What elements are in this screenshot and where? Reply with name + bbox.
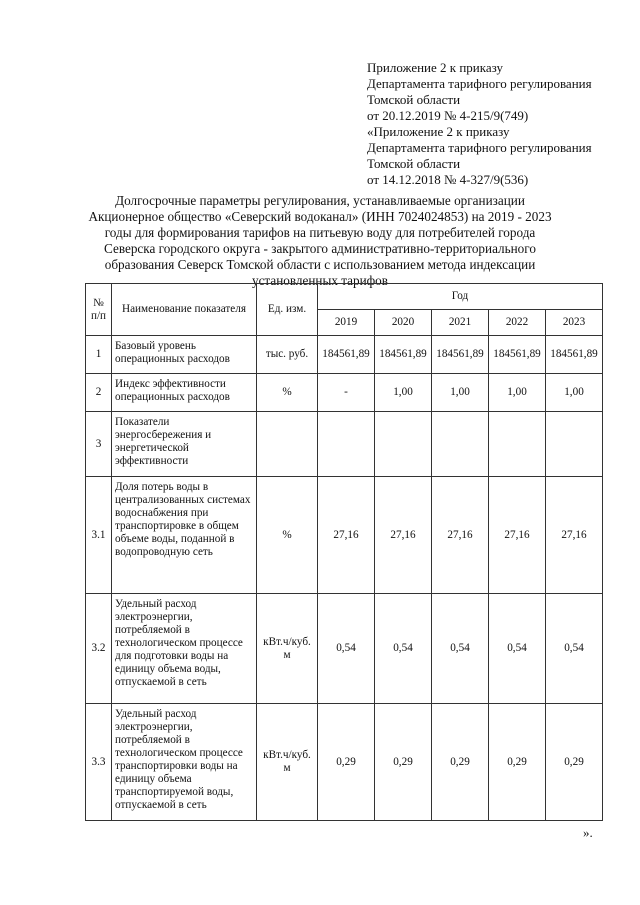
header-line: от 14.12.2018 № 4-327/9(536) — [367, 172, 529, 187]
header-num: № п/п — [86, 284, 112, 336]
row-value: 0,29 — [375, 704, 432, 821]
row-value: 0,29 — [318, 704, 375, 821]
row-unit: кВт.ч/куб. м — [257, 704, 318, 821]
row-value: 27,16 — [318, 477, 375, 594]
row-value — [318, 412, 375, 477]
row-value: 27,16 — [546, 477, 603, 594]
parameters-table — [85, 283, 603, 821]
header-year: 2022 — [489, 310, 546, 336]
header-line: Приложение 2 к приказу — [367, 60, 504, 75]
row-value: 184561,89 — [432, 336, 489, 374]
row-value: - — [318, 374, 375, 412]
table-row — [86, 594, 603, 704]
header-year: 2019 — [318, 310, 375, 336]
row-value: 1,00 — [489, 374, 546, 412]
row-number: 3 — [86, 412, 112, 477]
row-value — [375, 412, 432, 477]
table-row — [86, 477, 603, 594]
header-line: Томской области — [367, 92, 461, 107]
row-value: 0,54 — [432, 594, 489, 704]
table-row — [86, 412, 603, 477]
row-value: 0,54 — [375, 594, 432, 704]
header-line: Департамента тарифного регулирования — [367, 140, 592, 155]
row-value: 0,54 — [318, 594, 375, 704]
row-value: 1,00 — [546, 374, 603, 412]
row-value: 27,16 — [432, 477, 489, 594]
row-name: Индекс эффективности операционных расходов — [112, 374, 257, 412]
header-line: Департамента тарифного регулирования — [367, 76, 592, 91]
closing-quote: ». — [583, 825, 593, 840]
header-line: «Приложение 2 к приказу — [367, 124, 510, 139]
row-number: 3.3 — [86, 704, 112, 821]
row-name: Удельный расход электроэнергии, потребляемой в технологическом процессе для подготовки воды на единицу объема воды, отпускаемой в сеть — [112, 594, 257, 704]
row-number: 1 — [86, 336, 112, 374]
row-value: 1,00 — [375, 374, 432, 412]
row-value — [546, 412, 603, 477]
row-name: Удельный расход электроэнергии, потребляемой в технологическом процессе транспортировки воды на единицу объема транспортируемой воды, отпускаемой в сеть — [112, 704, 257, 821]
table-row — [86, 704, 603, 821]
row-number: 3.2 — [86, 594, 112, 704]
row-value: 27,16 — [489, 477, 546, 594]
row-value — [489, 412, 546, 477]
row-value: 27,16 — [375, 477, 432, 594]
row-value: 0,29 — [432, 704, 489, 821]
table-row — [86, 336, 603, 374]
header-year: 2020 — [375, 310, 432, 336]
row-unit — [257, 412, 318, 477]
row-name: Показатели энергосбережения и энергетической эффективности — [112, 412, 257, 477]
row-value — [432, 412, 489, 477]
row-value: 0,29 — [546, 704, 603, 821]
row-value: 184561,89 — [375, 336, 432, 374]
row-name: Базовый уровень операционных расходов — [112, 336, 257, 374]
row-value: 1,00 — [432, 374, 489, 412]
header-line: от 20.12.2019 № 4-215/9(749) — [367, 108, 529, 123]
document-title: Долгосрочные параметры регулирования, устанавливаемые организации Акционерное общество «Северский водоканал» (ИНН 7024024853) на 2019 - 2023 годы для формирования тарифов на питьевую воду для потребителей города Северска городского округа - закрытого административно-территориального образования Северск Томской области с использованием метода индексации установленных тарифов — [88, 193, 552, 288]
row-unit: тыс. руб. — [257, 336, 318, 374]
header-line: Томской области — [367, 156, 461, 171]
appendix-header — [367, 60, 617, 188]
header-year: 2021 — [432, 310, 489, 336]
row-number: 2 — [86, 374, 112, 412]
row-value: 184561,89 — [318, 336, 375, 374]
row-number: 3.1 — [86, 477, 112, 594]
row-value: 184561,89 — [489, 336, 546, 374]
row-value: 0,29 — [489, 704, 546, 821]
row-value: 0,54 — [489, 594, 546, 704]
table-row — [86, 374, 603, 412]
header-year-group: Год — [318, 284, 603, 310]
row-unit: кВт.ч/куб. м — [257, 594, 318, 704]
header-year: 2023 — [546, 310, 603, 336]
row-value: 184561,89 — [546, 336, 603, 374]
row-name: Доля потерь воды в централизованных системах водоснабжения при транспортировке в общем объеме воды, поданной в водопроводную сеть — [112, 477, 257, 594]
header-unit: Ед. изм. — [257, 284, 318, 336]
row-unit: % — [257, 477, 318, 594]
row-unit: % — [257, 374, 318, 412]
header-name: Наименование показателя — [112, 284, 257, 336]
row-value: 0,54 — [546, 594, 603, 704]
